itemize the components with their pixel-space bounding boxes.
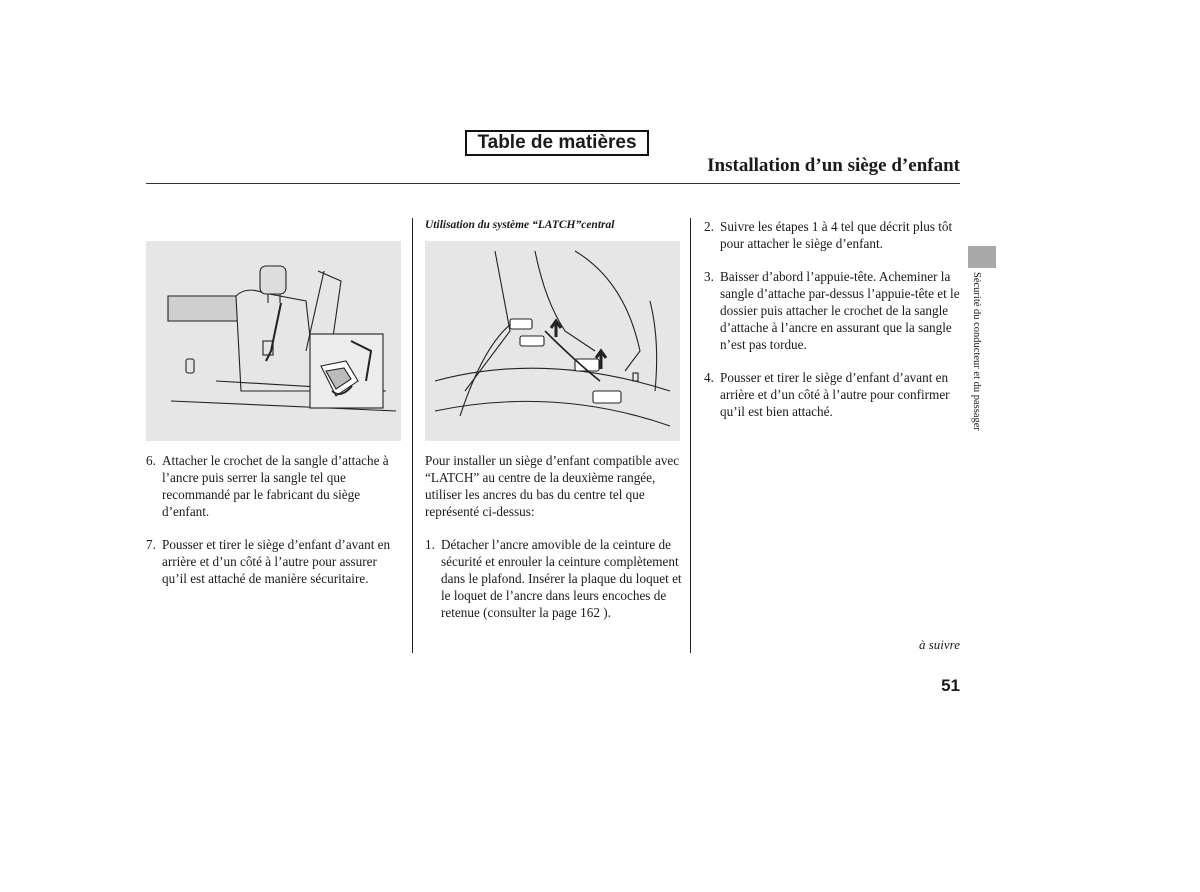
item-number: 2. bbox=[704, 219, 714, 234]
header-rule bbox=[146, 183, 960, 184]
intro-paragraph: Pour installer un siège d’enfant compatible avec “LATCH” au centre de la deuxième rangée, utiliser les ancres du bas du centre tel que représenté ci-dessus: bbox=[425, 453, 680, 519]
column-2 bbox=[425, 452, 683, 637]
list-item bbox=[704, 218, 962, 252]
item-text: Pousser et tirer le siège d’enfant d’avant en arrière et d’un côté à l’autre pour assurer qu’il est attaché de manière sécuritaire. bbox=[162, 537, 391, 586]
chapter-label: Sécurité du conducteur et du passager bbox=[971, 272, 982, 431]
list-item bbox=[146, 536, 401, 587]
chapter-tab[interactable] bbox=[968, 246, 996, 268]
continue-label: à suivre bbox=[918, 637, 960, 652]
list-item bbox=[704, 369, 962, 420]
item-text: Attacher le crochet de la sangle d’attache à l’ancre puis serrer la sangle tel que recommandé par le fabricant du siège d’enfant. bbox=[162, 453, 389, 519]
item-number: 1. bbox=[425, 537, 435, 552]
item-text: Baisser d’abord l’appuie-tête. Acheminer la sangle d’attache par-dessus l’appuie-tête et le dossier puis attacher le crochet de la sangle d’attache à l’ancre en assurant que la sangle n’est pas tordue. bbox=[720, 269, 960, 352]
page-number: 51 bbox=[941, 676, 960, 695]
item-text: Pousser et tirer le siège d’enfant d’avant en arrière et d’un côté à l’autre pour confirmer qu’il est bien attaché. bbox=[720, 370, 950, 419]
column-1 bbox=[146, 452, 401, 603]
list-item bbox=[146, 452, 401, 520]
section-title: Installation d’un siège d’enfant bbox=[707, 155, 960, 176]
list-item bbox=[704, 268, 962, 353]
item-text: Suivre les étapes 1 à 4 tel que décrit plus tôt pour attacher le siège d’enfant. bbox=[720, 219, 953, 251]
column-divider-right bbox=[690, 218, 691, 653]
column-divider-left bbox=[412, 218, 413, 653]
list-item bbox=[425, 536, 683, 621]
item-number: 6. bbox=[146, 453, 156, 468]
tether-strap-illustration bbox=[146, 241, 401, 441]
latch-center-illustration bbox=[425, 241, 680, 441]
item-number: 4. bbox=[704, 370, 714, 385]
table-of-contents-button[interactable]: Table de matières bbox=[465, 130, 649, 156]
item-text: Détacher l’ancre amovible de la ceinture de sécurité et enrouler la ceinture complètement dans le plafond. Insérer la plaque du loquet et le loquet de l’ancre dans leurs encoches de retenue (consulter la page 162 ). bbox=[441, 537, 682, 620]
item-number: 7. bbox=[146, 537, 156, 552]
column-3 bbox=[704, 218, 962, 436]
figure-caption: Utilisation du système “LATCH”central bbox=[425, 219, 615, 231]
item-number: 3. bbox=[704, 269, 714, 284]
